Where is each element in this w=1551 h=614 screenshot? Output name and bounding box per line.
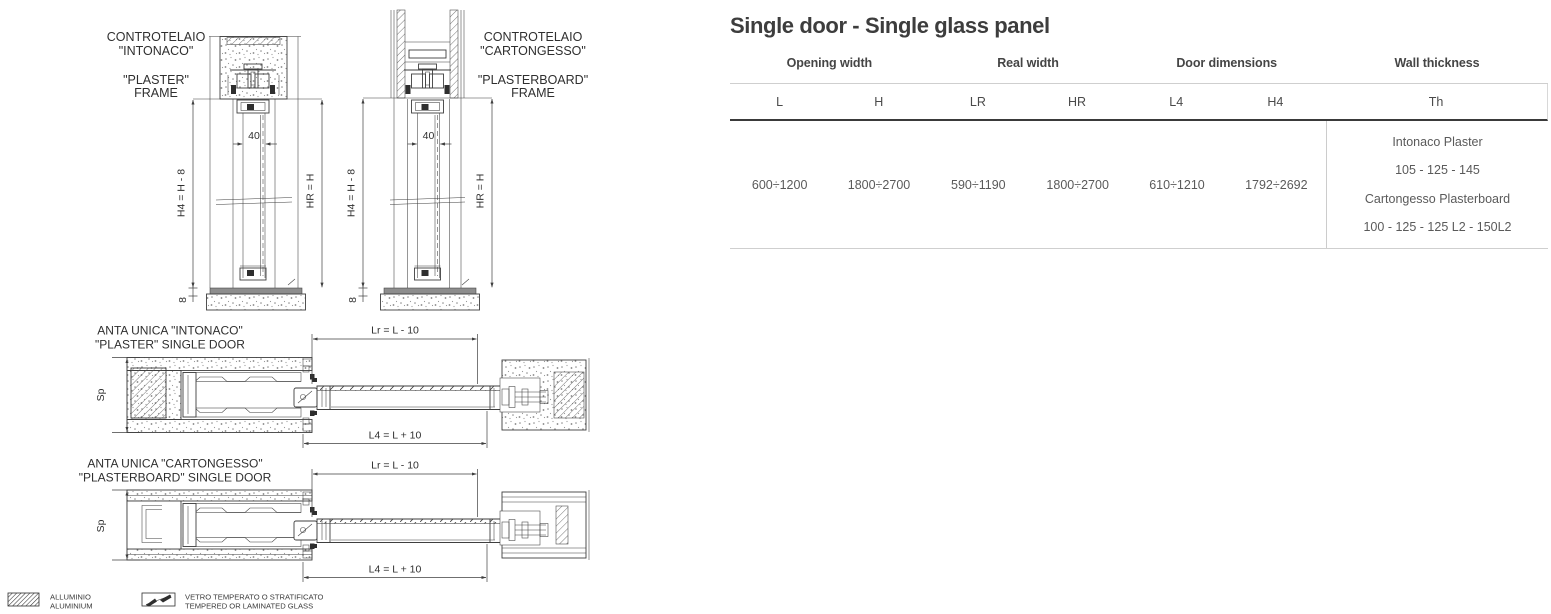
wall-thickness-line: Cartongesso Plasterboard xyxy=(1364,191,1511,206)
wall-stud xyxy=(450,10,458,98)
dimension-label: 8 xyxy=(347,297,359,303)
value-wall-thickness xyxy=(1326,121,1548,248)
door-panel xyxy=(312,511,509,548)
aluminium-swatch-icon xyxy=(8,593,39,606)
dimension-label: 40 xyxy=(248,130,260,142)
diagram-label: "PLASTER" SINGLE DOOR xyxy=(95,337,245,352)
floor-bar xyxy=(384,288,476,294)
wall-stud xyxy=(397,10,405,98)
dimension-label: 8 xyxy=(177,297,189,303)
diagram-label: ANTA UNICA "CARTONGESSO" xyxy=(87,456,263,471)
dimension-label: Sp xyxy=(95,388,107,402)
column-header-h: H xyxy=(874,94,884,109)
value-hr: 1800÷2700 xyxy=(1046,177,1109,192)
glass-panel xyxy=(317,386,509,391)
diagram-label: "CARTONGESSO" xyxy=(480,44,586,58)
legend xyxy=(8,593,323,611)
column-header-l: L xyxy=(776,94,784,109)
column-header-l4: L4 xyxy=(1169,94,1184,109)
wall-thickness-line: 100 - 125 - 125 L2 - 150L2 xyxy=(1363,220,1512,234)
track-carriage xyxy=(404,64,451,94)
dimension-label: Lr = L - 10 xyxy=(371,324,419,337)
diagram-label: FRAME xyxy=(511,86,555,100)
dimension-label: Sp xyxy=(95,519,107,533)
door-panel xyxy=(312,378,509,415)
column-header-hr: HR xyxy=(1068,94,1087,109)
wall-thickness-line: 105 - 125 - 145 xyxy=(1395,163,1480,177)
spec-table xyxy=(730,43,1548,249)
wall-thickness-line: Intonaco Plaster xyxy=(1392,134,1483,149)
value-l: 600÷1200 xyxy=(751,177,808,192)
wall-hatch-block xyxy=(131,368,166,418)
jamb-post xyxy=(500,358,589,432)
legend-label: VETRO TEMPERATO O STRATIFICATO xyxy=(185,592,324,602)
floor-section xyxy=(381,294,480,310)
diagram-label: "PLASTERBOARD" xyxy=(477,73,589,87)
glass-panel xyxy=(317,519,509,524)
wall-section xyxy=(127,420,312,433)
dimension-label: HR = H xyxy=(474,173,487,209)
column-header-h4: H4 xyxy=(1267,94,1284,109)
floor-section xyxy=(207,294,306,310)
plaster-single-door-diagram xyxy=(95,324,589,449)
group-header-real-width: Real width xyxy=(997,56,1059,70)
group-header-door-dimensions: Door dimensions xyxy=(1176,56,1277,70)
dimension-label: L4 = L + 10 xyxy=(368,429,422,442)
wall-section xyxy=(220,37,287,100)
floor-bar xyxy=(210,288,302,294)
value-h4: 1792÷2692 xyxy=(1245,177,1308,192)
diagram-label: FRAME xyxy=(134,86,178,100)
diagram-label: CONTROTELAIO xyxy=(106,30,206,44)
table-column-header-row xyxy=(730,84,1548,121)
plasterboard-frame-diagram xyxy=(346,10,589,310)
group-header-wall-thickness: Wall thickness xyxy=(1394,56,1480,70)
diagram-label: "INTONACO" xyxy=(118,44,194,58)
plasterboard-single-door-diagram xyxy=(79,457,589,583)
spec-panel xyxy=(730,0,1548,249)
column-header-th: Th xyxy=(1428,94,1444,109)
table-row xyxy=(730,121,1548,249)
dimension-label: H4 = H - 8 xyxy=(345,168,358,218)
page-title: Single door - Single glass panel xyxy=(730,13,1050,38)
diagram-label: "PLASTER" xyxy=(123,73,189,87)
value-h: 1800÷2700 xyxy=(847,177,911,192)
legend-label: ALUMINIUM xyxy=(50,601,93,611)
column-header-lr: LR xyxy=(969,94,986,109)
jamb-post xyxy=(500,490,589,560)
diagram-label: CONTROTELAIO xyxy=(483,30,583,44)
value-l4: 610÷1210 xyxy=(1149,177,1205,192)
diagram-label: ANTA UNICA "INTONACO" xyxy=(97,323,243,338)
group-header-opening-width: Opening width xyxy=(786,56,873,70)
legend-label: TEMPERED OR LAMINATED GLASS xyxy=(185,601,314,611)
dimension-label: HR = H xyxy=(304,173,317,209)
legend-label: ALLUMINIO xyxy=(50,592,91,602)
dimension-label: L4 = L + 10 xyxy=(368,563,422,576)
table-group-header-row xyxy=(730,43,1548,84)
dimension-label: 40 xyxy=(422,130,435,142)
technical-drawings xyxy=(0,0,730,614)
diagram-label: "PLASTERBOARD" SINGLE DOOR xyxy=(78,470,272,485)
dimension-label: Lr = L - 10 xyxy=(371,459,419,472)
plaster-frame-diagram xyxy=(107,30,322,310)
value-lr: 590÷1190 xyxy=(951,177,1006,192)
dimension-label: H4 = H - 8 xyxy=(175,168,188,218)
